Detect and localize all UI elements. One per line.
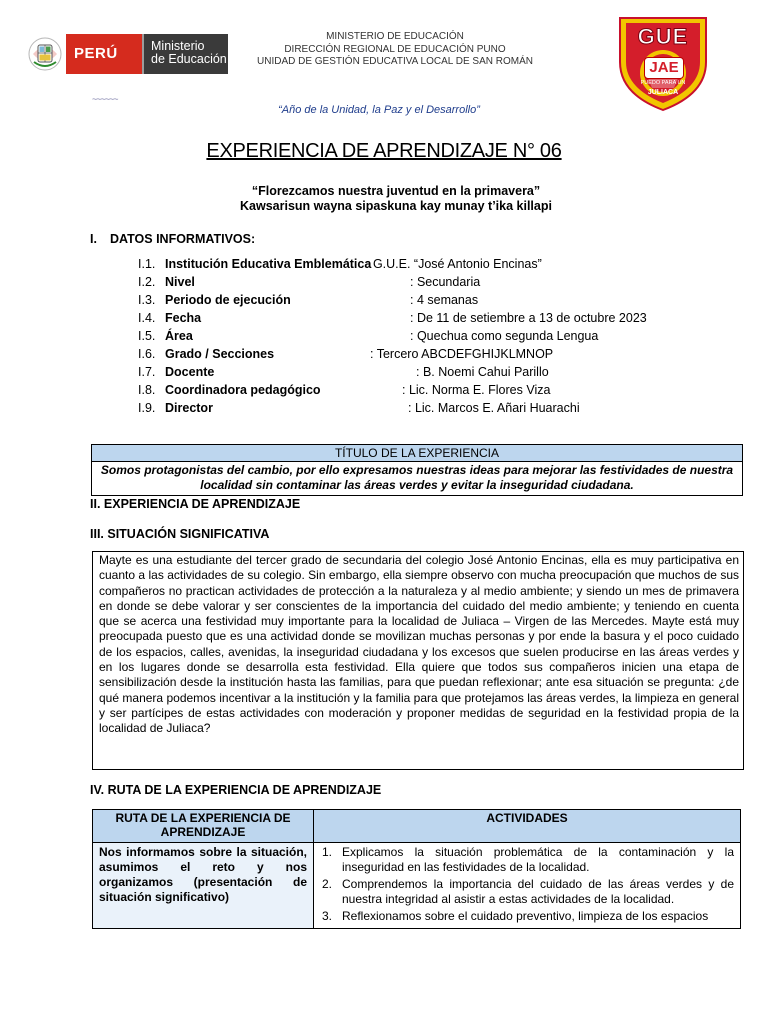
subtitle-quechua: [0, 199, 768, 213]
ministry-line1: Ministerio: [151, 39, 205, 53]
data-label: Fecha: [165, 311, 202, 325]
data-label: Institución Educativa Emblemática: [165, 257, 372, 271]
subtitle-spanish-text: “Florezcamos nuestra juventud en la primavera”: [251, 184, 541, 198]
school-crest-logo: [612, 10, 714, 112]
data-label: Coordinadora pedagógico: [165, 383, 321, 397]
section-1-number: I.: [90, 232, 97, 246]
route-table-row: [93, 843, 741, 929]
activities-cell: [314, 843, 741, 929]
section-2-heading: II. EXPERIENCIA DE APRENDIZAJE: [90, 497, 301, 511]
data-value: : Tercero ABCDEFGHIJKLMNOP: [370, 347, 554, 361]
data-value: : Lic. Marcos E. Añari Huarachi: [408, 401, 580, 415]
data-code: I.3.: [138, 293, 156, 307]
section-1-label: DATOS INFORMATIVOS:: [110, 232, 256, 246]
crest-gue-text: GUE: [637, 24, 689, 49]
data-code: I.8.: [138, 383, 156, 397]
data-code: I.6.: [138, 347, 156, 361]
data-code: I.5.: [138, 329, 156, 343]
data-value: : Lic. Norma E. Flores Viza: [402, 383, 551, 397]
activities-list: [318, 845, 734, 924]
data-code: I.9.: [138, 401, 156, 415]
header-institution-lines: [200, 31, 590, 69]
activity-item: [318, 845, 734, 875]
data-label: Nivel: [165, 275, 195, 289]
data-value: : Secundaria: [410, 275, 481, 289]
data-code: I.4.: [138, 311, 156, 325]
experience-title-text: Somos protagonistas del cambio, por ello expresamos nuestras ideas para mejorar las festividades de nuestra localidad sin contaminar las áreas verdes y evitar la inseguridad ciudadana.: [100, 463, 734, 492]
route-col-header: RUTA DE LA EXPERIENCIA DE APRENDIZAJE: [93, 810, 314, 843]
data-value: : Quechua como segunda Lengua: [410, 329, 599, 343]
route-step-cell: Nos informamos sobre la situación, asumimos el reto y nos organizamos (presentación de situación significativo): [93, 843, 314, 929]
data-value: : 4 semanas: [410, 293, 479, 307]
activity-item: [318, 877, 734, 907]
decorative-squiggle: ~~~~~~: [92, 94, 118, 104]
activities-col-header: ACTIVIDADES: [314, 810, 741, 843]
year-motto: [0, 104, 768, 116]
activity-number: 2.: [322, 877, 333, 891]
situation-text-box: Mayte es una estudiante del tercer grado de secundaria del colegio José Antonio Encinas, ella es muy participativa en cuanto a las actividades de su colegio. Sin embargo, ella siempre observo con mucha preocupación que muchos de sus compañeros no practican actividades de protección a la naturaleza y al medio ambiente; y siendo un mes de primavera en donde se debe valorar y ser conscientes de la importancia del cuidado del medio ambiente; y teniendo en cuenta que se acerca una festividad muy importante para la localidad de Juliaca – Virgen de las Mercedes. Mayte está muy preocupada puesto que es una actividad donde se movilizan muchas personas y por ende la basura y el poco cuidado de los espacios, calles, avenidas, la inseguridad ciudadana y los excesos que suelen producirse en las áreas verdes y en los lugares donde se desarrolla esta festividad. Ella quiere que todos sus compañeros inicien una etapa de sensibilización desde la institución hasta las familias, para que puedan reflexionar; ante esa situación se pregunta: ¿de qué manera podemos incentivar a la institución y la familia para que protejamos las áreas verdes, la limpieza en general y ser partícipes de estas actividades con moderación y proponer medidas de seguridad en la festividad propia de la localidad de Juliaca?: [92, 551, 744, 770]
header-line-ugel: UNIDAD DE GESTIÓN EDUCATIVA LOCAL DE SAN ROMÁN: [257, 56, 533, 67]
activity-text: Comprendemos la importancia del cuidado de las áreas verdes y de nuestra integridad al asistir a estas actividades de la localidad.: [342, 877, 734, 906]
crest-jae-text: JAE: [644, 57, 684, 79]
experience-title-heading: TÍTULO DE LA EXPERIENCIA: [92, 445, 742, 462]
activity-text: Explicamos la situación problemática de la contaminación y la inseguridad en las festividades de la localidad.: [342, 845, 734, 874]
year-motto-text: “Año de la Unidad, la Paz y el Desarrollo”: [278, 104, 480, 116]
route-table-header-row: [93, 810, 741, 843]
data-code: I.2.: [138, 275, 156, 289]
crest-city: JULIACA: [647, 89, 679, 96]
data-value: : G.U.E. “José Antonio Encinas”: [366, 257, 542, 271]
data-label: Grado / Secciones: [165, 347, 275, 361]
document-title: EXPERIENCIA DE APRENDIZAJE N° 06: [206, 140, 562, 162]
peru-label: PERÚ: [74, 45, 118, 62]
data-label: Periodo de ejecución: [165, 293, 291, 307]
section-1-heading: [90, 232, 255, 246]
data-label: Director: [165, 401, 213, 415]
subtitle-spanish: [0, 184, 768, 198]
section-3-heading: III. SITUACIÓN SIGNIFICATIVA: [90, 527, 270, 541]
experience-title-box: [91, 444, 743, 496]
data-label: Área: [165, 329, 193, 343]
data-code: I.7.: [138, 365, 156, 379]
activity-text: Reflexionamos sobre el cuidado preventivo, limpieza de los espacios: [342, 909, 709, 923]
activity-item: [318, 909, 734, 924]
activity-number: 3.: [322, 909, 333, 923]
header-line-ministry: MINISTERIO DE EDUCACIÓN: [326, 31, 464, 42]
data-code: I.1.: [138, 257, 156, 271]
ministry-logo: [24, 34, 228, 74]
subtitle-quechua-text: Kawsarisun wayna sipaskuna kay munay t’ika killapi: [240, 199, 552, 213]
section-4-heading: IV. RUTA DE LA EXPERIENCIA DE APRENDIZAJE: [90, 783, 382, 797]
crest-motto: PUEDO PARA UN: [640, 80, 686, 86]
ministry-line2: de Educación: [151, 52, 227, 66]
data-label: Docente: [165, 365, 215, 379]
data-value: : De 11 de setiembre a 13 de octubre 2023: [410, 311, 647, 325]
activity-number: 1.: [322, 845, 333, 859]
header-line-dre: DIRECCIÓN REGIONAL DE EDUCACIÓN PUNO: [284, 43, 506, 55]
peru-coat-of-arms-icon: [29, 38, 61, 70]
data-value: : B. Noemi Cahui Parillo: [416, 365, 549, 379]
route-table: [92, 809, 741, 929]
